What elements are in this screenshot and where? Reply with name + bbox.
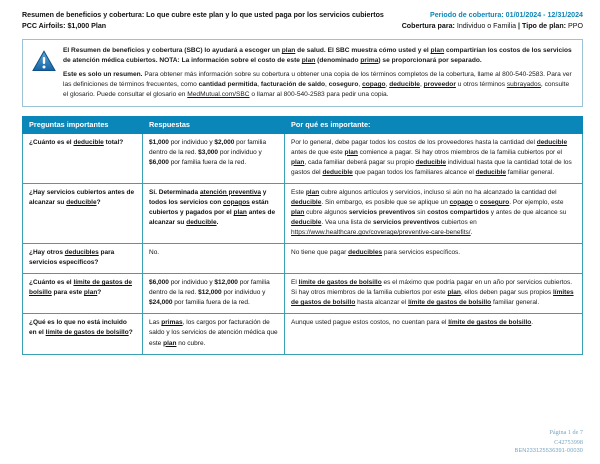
notice-paragraph-1 [63, 46, 574, 66]
r2w-t2: cubre algunos artículos y servicios, incluso si aún no ha alcanzado la cantidad del [319, 188, 557, 196]
notice-p2-t9: o llamar al 800-540-2583 para pedir una copia. [249, 91, 389, 99]
r2q-t1: ¿Hay servicios cubiertos antes de alcanzar su [29, 188, 135, 206]
row-2-question [23, 183, 143, 243]
plan-type-label: Tipo de plan: [522, 22, 567, 31]
notice-p2-t8: , consulte el glosario. Puede consultar el glosario en [63, 81, 570, 99]
notice-p1-term-plan-1: plan [281, 46, 296, 54]
r1w-t3: comience a pagar. Si hay otros miembros de la familia cubiertos por el [357, 148, 562, 156]
notice-term-coseguro: coseguro [328, 81, 359, 89]
r4q-t1: ¿Cuánto es el [29, 279, 74, 287]
r1w-term-deducible-4: deducible [475, 168, 506, 176]
table-row [23, 183, 583, 243]
r4w-t3: , ellos deben pagar sus propios [460, 289, 553, 297]
row-3-why [285, 244, 583, 274]
r2w-term-plan-2: plan [291, 208, 305, 216]
plan-type-value: PPO [568, 22, 583, 31]
notice-p2-t6: , [419, 81, 424, 89]
table-row [23, 244, 583, 274]
r4q-t2: para este [51, 289, 84, 297]
r5w-t1: Aunque usted pague estos costos, no cuentan para el [291, 319, 449, 327]
r2w-t8: y antes de que alcance su [489, 208, 567, 216]
row-1-answer [143, 133, 285, 183]
notice-p2-t7: u otros términos [455, 81, 507, 89]
row-2-answer [143, 183, 285, 243]
r4w-t5: familiar general. [491, 299, 540, 307]
r5w-t2: . [531, 319, 534, 327]
r3a-t1: No. [149, 249, 160, 257]
document-header [0, 0, 600, 33]
r2a-t5: . [216, 218, 219, 226]
r4w-t4: hasta alcanzar el [355, 299, 409, 307]
r2a-term-atencion-preventiva: atención preventiva [199, 188, 261, 196]
r5a-term-plan: plan [163, 339, 177, 347]
form-code: BEN233125536391-00030 [514, 448, 583, 455]
r2w-t7: sin [415, 208, 428, 216]
notice-p1-s1: El Resumen de beneficios y cobertura (SBC) lo ayudará a escoger un [63, 46, 282, 54]
r2w-term-plan-1: plan [305, 188, 320, 196]
r2w-t3: . Sin embargo, es posible que se aplique un [321, 198, 450, 206]
r4w-t2: es el máximo que podría pagar en un año por servicios cubiertos. Si hay otros miembros de la familia cubiertos por este [291, 279, 573, 297]
r2q-term-deducible: deducible [66, 198, 97, 206]
r4w-term-limite-3: límite de gastos de bolsillo [408, 299, 492, 307]
r2w-t10: cubiertos en [439, 218, 477, 226]
notice-p1-s4: (denominado [315, 56, 361, 64]
r2w-term-deducible-1: deducible [291, 198, 322, 206]
r4a-t3: por individuo y [221, 289, 266, 297]
r4a-t1: por individuo y [168, 279, 215, 287]
r5a-t2: , los cargos por facturación de saldo y los servicios de atención médica que este [149, 319, 278, 347]
r2w-t5: . Por ejemplo, este [509, 198, 564, 206]
r3w-term-deducibles: deducibles [348, 249, 383, 257]
r1a-amount-4: $6,000 [149, 158, 169, 166]
notice-p1-s3: compartirían los costos de los servicios de atención médica cubiertos. NOTA: La información sobre el costo de este [63, 46, 572, 64]
r5a-t3: no cubre. [176, 339, 206, 347]
r1a-t3: por individuo y [218, 148, 262, 156]
table-row [23, 133, 583, 183]
notice-p2-lead: Este es solo un resumen. [63, 71, 143, 78]
row-5-answer [143, 314, 285, 354]
notice-p1-term-prima: prima [360, 56, 379, 64]
document-code: C42753998 [554, 438, 583, 446]
coverage-for-value: Individuo o Familia [456, 22, 517, 31]
notice-p2-t1: Para obtener más información sobre su cobertura u obtener una copia de los términos completos de la cobertura, llame al 800-540-2583. Para ver las definiciones de términos frecuentes, como [63, 71, 572, 89]
notice-p2-t4: , [358, 81, 363, 89]
r1a-amount-1: $1,000 [149, 138, 169, 146]
row-4-why [285, 274, 583, 314]
r1q-t2: total? [103, 138, 124, 146]
r2a-term-plan: plan [233, 208, 247, 216]
benefits-summary-table [22, 116, 583, 355]
row-4-question [23, 274, 143, 314]
r4a-t4: por familia fuera de la red. [172, 299, 250, 307]
r4w-t1: El [291, 279, 299, 287]
row-5-question [23, 314, 143, 354]
r1w-t1: Por lo general, debe pagar todos los costos de los proveedores hasta la cantidad del [291, 138, 537, 146]
notice-paragraph-2 [63, 70, 574, 100]
notice-text [63, 46, 574, 100]
r2w-term-coseguro: coseguro [479, 198, 510, 206]
meta-separator: | [518, 22, 521, 31]
row-1-question [23, 133, 143, 183]
r2w-t4: o [472, 198, 480, 206]
notice-box [22, 39, 583, 107]
r2w-t6: cubre algunos [304, 208, 349, 216]
r2a-t3: están cubiertos y pagados por el [149, 198, 269, 216]
r3q-t1: ¿Hay otros [29, 249, 65, 257]
row-5-why [285, 314, 583, 354]
coverage-period: Periodo de cobertura: 01/01/2024 - 12/31/2024 [430, 11, 583, 19]
notice-term-deducible: deducible [389, 81, 420, 89]
r2w-term-servicios-preventivos-1: servicios preventivos [348, 208, 416, 216]
r2w-term-costos-compartidos: costos compartidos [427, 208, 489, 216]
r3w-t2: para servicios específicos. [382, 249, 461, 257]
r1w-term-deducible-2: deducible [415, 158, 447, 166]
r4a-t2: por familia dentro de la red. [149, 279, 270, 297]
r5a-term-primas: primas [161, 319, 183, 327]
notice-term-proveedor: proveedor [423, 81, 456, 89]
r2w-t9: . Vea una lista de [321, 218, 374, 226]
r2a-t1: Sí. Determinada [149, 188, 200, 196]
table-header-row [23, 117, 583, 133]
column-header-answers: Respuestas [143, 117, 285, 133]
notice-p1-s5: ) se proporcionará por separado. [378, 56, 482, 64]
r4q-term-limite-gastos: límite de gastos de bolsillo [29, 279, 132, 297]
r1w-t2: antes de que este [291, 148, 345, 156]
r1a-t4: por familia fuera de la red. [168, 158, 247, 166]
r1w-term-deducible-1: deducible [536, 138, 568, 146]
r3w-t1: No tiene que pagar [291, 249, 349, 257]
row-2-why [285, 183, 583, 243]
r1w-term-plan-2: plan [291, 158, 305, 166]
r4w-term-limite-1: límite de gastos de bolsillo [298, 279, 382, 287]
r1q-term-deducible: deducible [73, 138, 104, 146]
notice-term-copago: copago [362, 81, 386, 89]
r1w-t5: individual hasta que la cantidad total de los gastos del [291, 158, 572, 176]
r2a-t4: antes de alcanzar su [149, 208, 276, 226]
r5q-t2: ? [128, 329, 133, 337]
r1w-t4: , cada familiar deberá pagar su propio [304, 158, 416, 166]
document-footer [515, 428, 583, 456]
notice-term-cantidad-permitida: cantidad permitida [198, 81, 258, 89]
notice-term-subrayados: subrayados [506, 81, 541, 89]
r4q-t3: ? [97, 289, 102, 297]
notice-term-facturacion-de-saldo: facturación de saldo [260, 81, 326, 89]
notice-p2-t5: , [385, 81, 390, 89]
r2a-t2: y todos los servicios con [149, 188, 267, 206]
column-header-why: Por qué es importante: [285, 117, 583, 133]
r2w-t1: Este [291, 188, 306, 196]
preventive-care-benefits-link[interactable]: https://www.healthcare.gov/coverage/preventive-care-benefits/ [291, 229, 471, 237]
r3q-t2: para servicios específicos? [29, 249, 115, 267]
r1a-t1: por individuo y [168, 138, 215, 146]
row-3-answer [143, 244, 285, 274]
row-4-answer [143, 274, 285, 314]
header-left-block [22, 10, 384, 33]
r2w-term-deducible-2: deducible [291, 218, 322, 226]
table-row [23, 274, 583, 314]
r2a-term-copagos: copagos [223, 198, 250, 206]
r1a-amount-2: $2,000 [214, 138, 235, 146]
notice-p2-t2: , [257, 81, 261, 89]
column-header-questions: Preguntas importantes [23, 117, 143, 133]
r1w-term-plan-1: plan [344, 148, 358, 156]
header-right-block [402, 10, 583, 33]
r5q-t1: ¿Qué es lo que no está incluido en el [29, 319, 127, 337]
r5w-term-limite: límite de gastos de bolsillo [448, 319, 532, 327]
coverage-for-label: Cobertura para: [401, 22, 455, 31]
r4w-term-limites-2: límites de gastos de bolsillo [291, 289, 574, 307]
r1a-amount-3: $3,000 [198, 148, 219, 156]
table-row [23, 314, 583, 354]
notice-p2-t3: , [325, 81, 329, 89]
r1w-term-deducible-3: deducible [322, 168, 353, 176]
r1w-t6: que pagan todos los familiares alcance el [352, 168, 476, 176]
r5a-t1: Las [149, 319, 162, 327]
r4q-term-plan: plan [83, 289, 98, 297]
row-1-why [285, 133, 583, 183]
notice-p1-s2: de salud. El SBC muestra cómo usted y el [295, 46, 431, 54]
r3q-term-deducibles: deducibles [64, 249, 99, 257]
r2w-term-copago: copago [449, 198, 473, 206]
r2a-term-deducible: deducible [186, 218, 217, 226]
warning-triangle-icon [31, 48, 57, 74]
r2q-t2: ? [96, 198, 101, 206]
r1a-t2: por familia dentro de la red. [149, 138, 267, 156]
r4a-amount-3: $12,000 [198, 289, 222, 297]
notice-p1-term-plan-3: plan [301, 56, 316, 64]
r5q-term-limite-gastos: límite de gastos de bolsillo [45, 329, 129, 337]
r4a-amount-4: $24,000 [149, 299, 173, 307]
r1q-t1: ¿Cuánto es el [29, 138, 74, 146]
r4w-term-plan: plan [447, 289, 461, 297]
r2w-term-servicios-preventivos-2: servicios preventivos [373, 218, 440, 226]
page-number: Página 1 de 7 [549, 429, 583, 437]
plan-name: PCC Airfoils: $1,000 Plan [22, 22, 107, 31]
coverage-meta [402, 21, 583, 32]
notice-p1-term-plan-2: plan [430, 46, 445, 54]
r1w-t7: familiar general. [505, 168, 555, 176]
r4a-amount-1: $6,000 [149, 279, 169, 287]
page-title: Resumen de beneficios y cobertura: Lo que cubre este plan y lo que usted paga por los servicios cubiertos [22, 11, 384, 19]
medmutual-sbc-link[interactable]: MedMutual.com/SBC [187, 91, 250, 99]
r4a-amount-2: $12,000 [214, 279, 238, 287]
r2w-t11: . [470, 229, 473, 237]
row-3-question [23, 244, 143, 274]
